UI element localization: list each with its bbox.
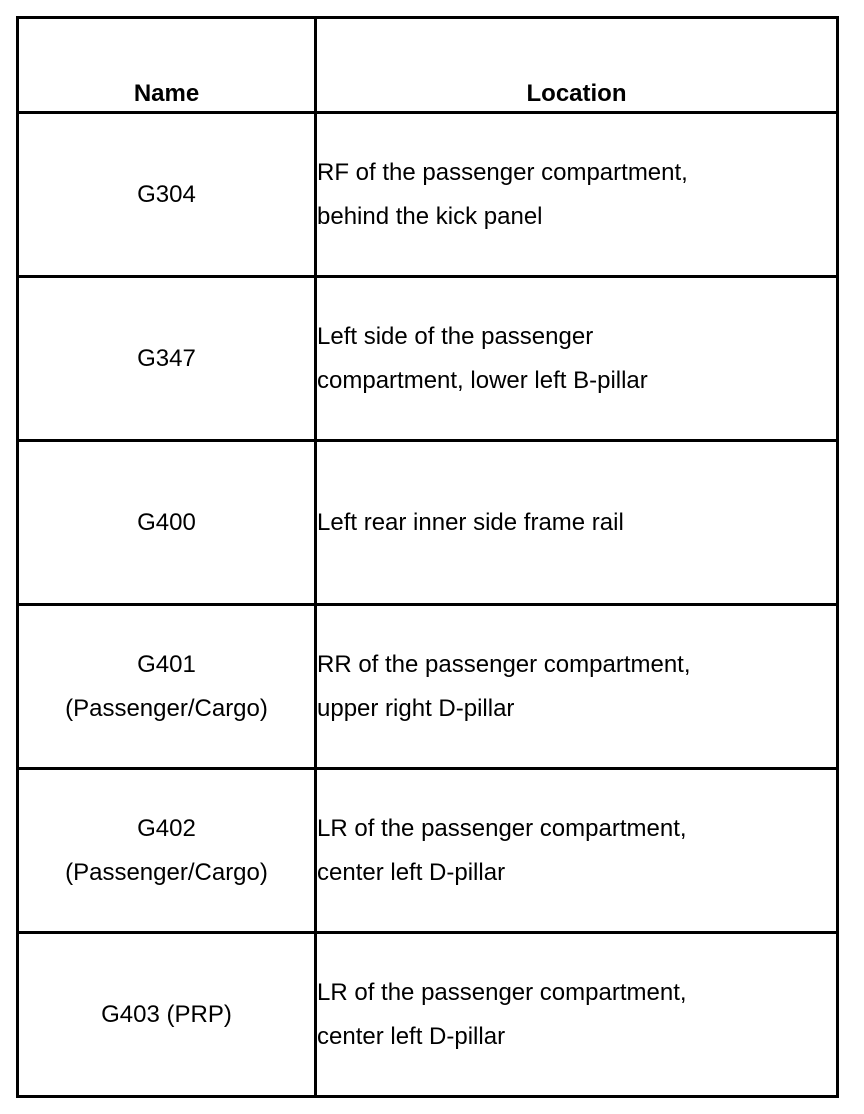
ground-location-line: compartment, lower left B-pillar bbox=[317, 366, 648, 394]
ground-location-line: Left rear inner side frame rail bbox=[317, 508, 624, 536]
ground-location-cell bbox=[316, 441, 838, 605]
ground-name: G304 bbox=[137, 180, 196, 208]
ground-name: G403 (PRP) bbox=[101, 1000, 232, 1028]
ground-location-line: LR of the passenger compartment, bbox=[317, 978, 687, 1006]
ground-location-cell bbox=[316, 277, 838, 441]
table-row bbox=[18, 769, 838, 933]
table-row bbox=[18, 277, 838, 441]
table-row bbox=[18, 933, 838, 1097]
ground-location-cell bbox=[316, 769, 838, 933]
location-column-header: Location bbox=[316, 18, 838, 113]
ground-name-qualifier: (Passenger/Cargo) bbox=[65, 694, 268, 722]
name-column-header: Name bbox=[18, 18, 316, 113]
ground-name-cell bbox=[18, 277, 316, 441]
ground-location-line: center left D-pillar bbox=[317, 1022, 506, 1050]
ground-location-line: center left D-pillar bbox=[317, 858, 506, 886]
ground-location-line: behind the kick panel bbox=[317, 202, 543, 230]
ground-location-cell bbox=[316, 605, 838, 769]
ground-location-cell bbox=[316, 933, 838, 1097]
ground-name-cell bbox=[18, 441, 316, 605]
ground-name: G347 bbox=[137, 344, 196, 372]
ground-name-cell bbox=[18, 769, 316, 933]
ground-name-qualifier: (Passenger/Cargo) bbox=[65, 858, 268, 886]
ground-name-cell bbox=[18, 933, 316, 1097]
ground-location-line: RF of the passenger compartment, bbox=[317, 158, 688, 186]
ground-location-line: upper right D-pillar bbox=[317, 694, 515, 722]
ground-locations-table bbox=[16, 16, 839, 1098]
table-row bbox=[18, 605, 838, 769]
ground-location-line: LR of the passenger compartment, bbox=[317, 814, 687, 842]
ground-location-line: Left side of the passenger bbox=[317, 322, 594, 350]
ground-location-line: RR of the passenger compartment, bbox=[317, 650, 691, 678]
table-header-row bbox=[18, 18, 838, 113]
ground-name: G402 bbox=[137, 814, 196, 842]
ground-name: G400 bbox=[137, 508, 196, 536]
ground-location-cell bbox=[316, 113, 838, 277]
table-row bbox=[18, 113, 838, 277]
ground-name-cell bbox=[18, 113, 316, 277]
ground-name: G401 bbox=[137, 650, 196, 678]
table-row bbox=[18, 441, 838, 605]
ground-name-cell bbox=[18, 605, 316, 769]
